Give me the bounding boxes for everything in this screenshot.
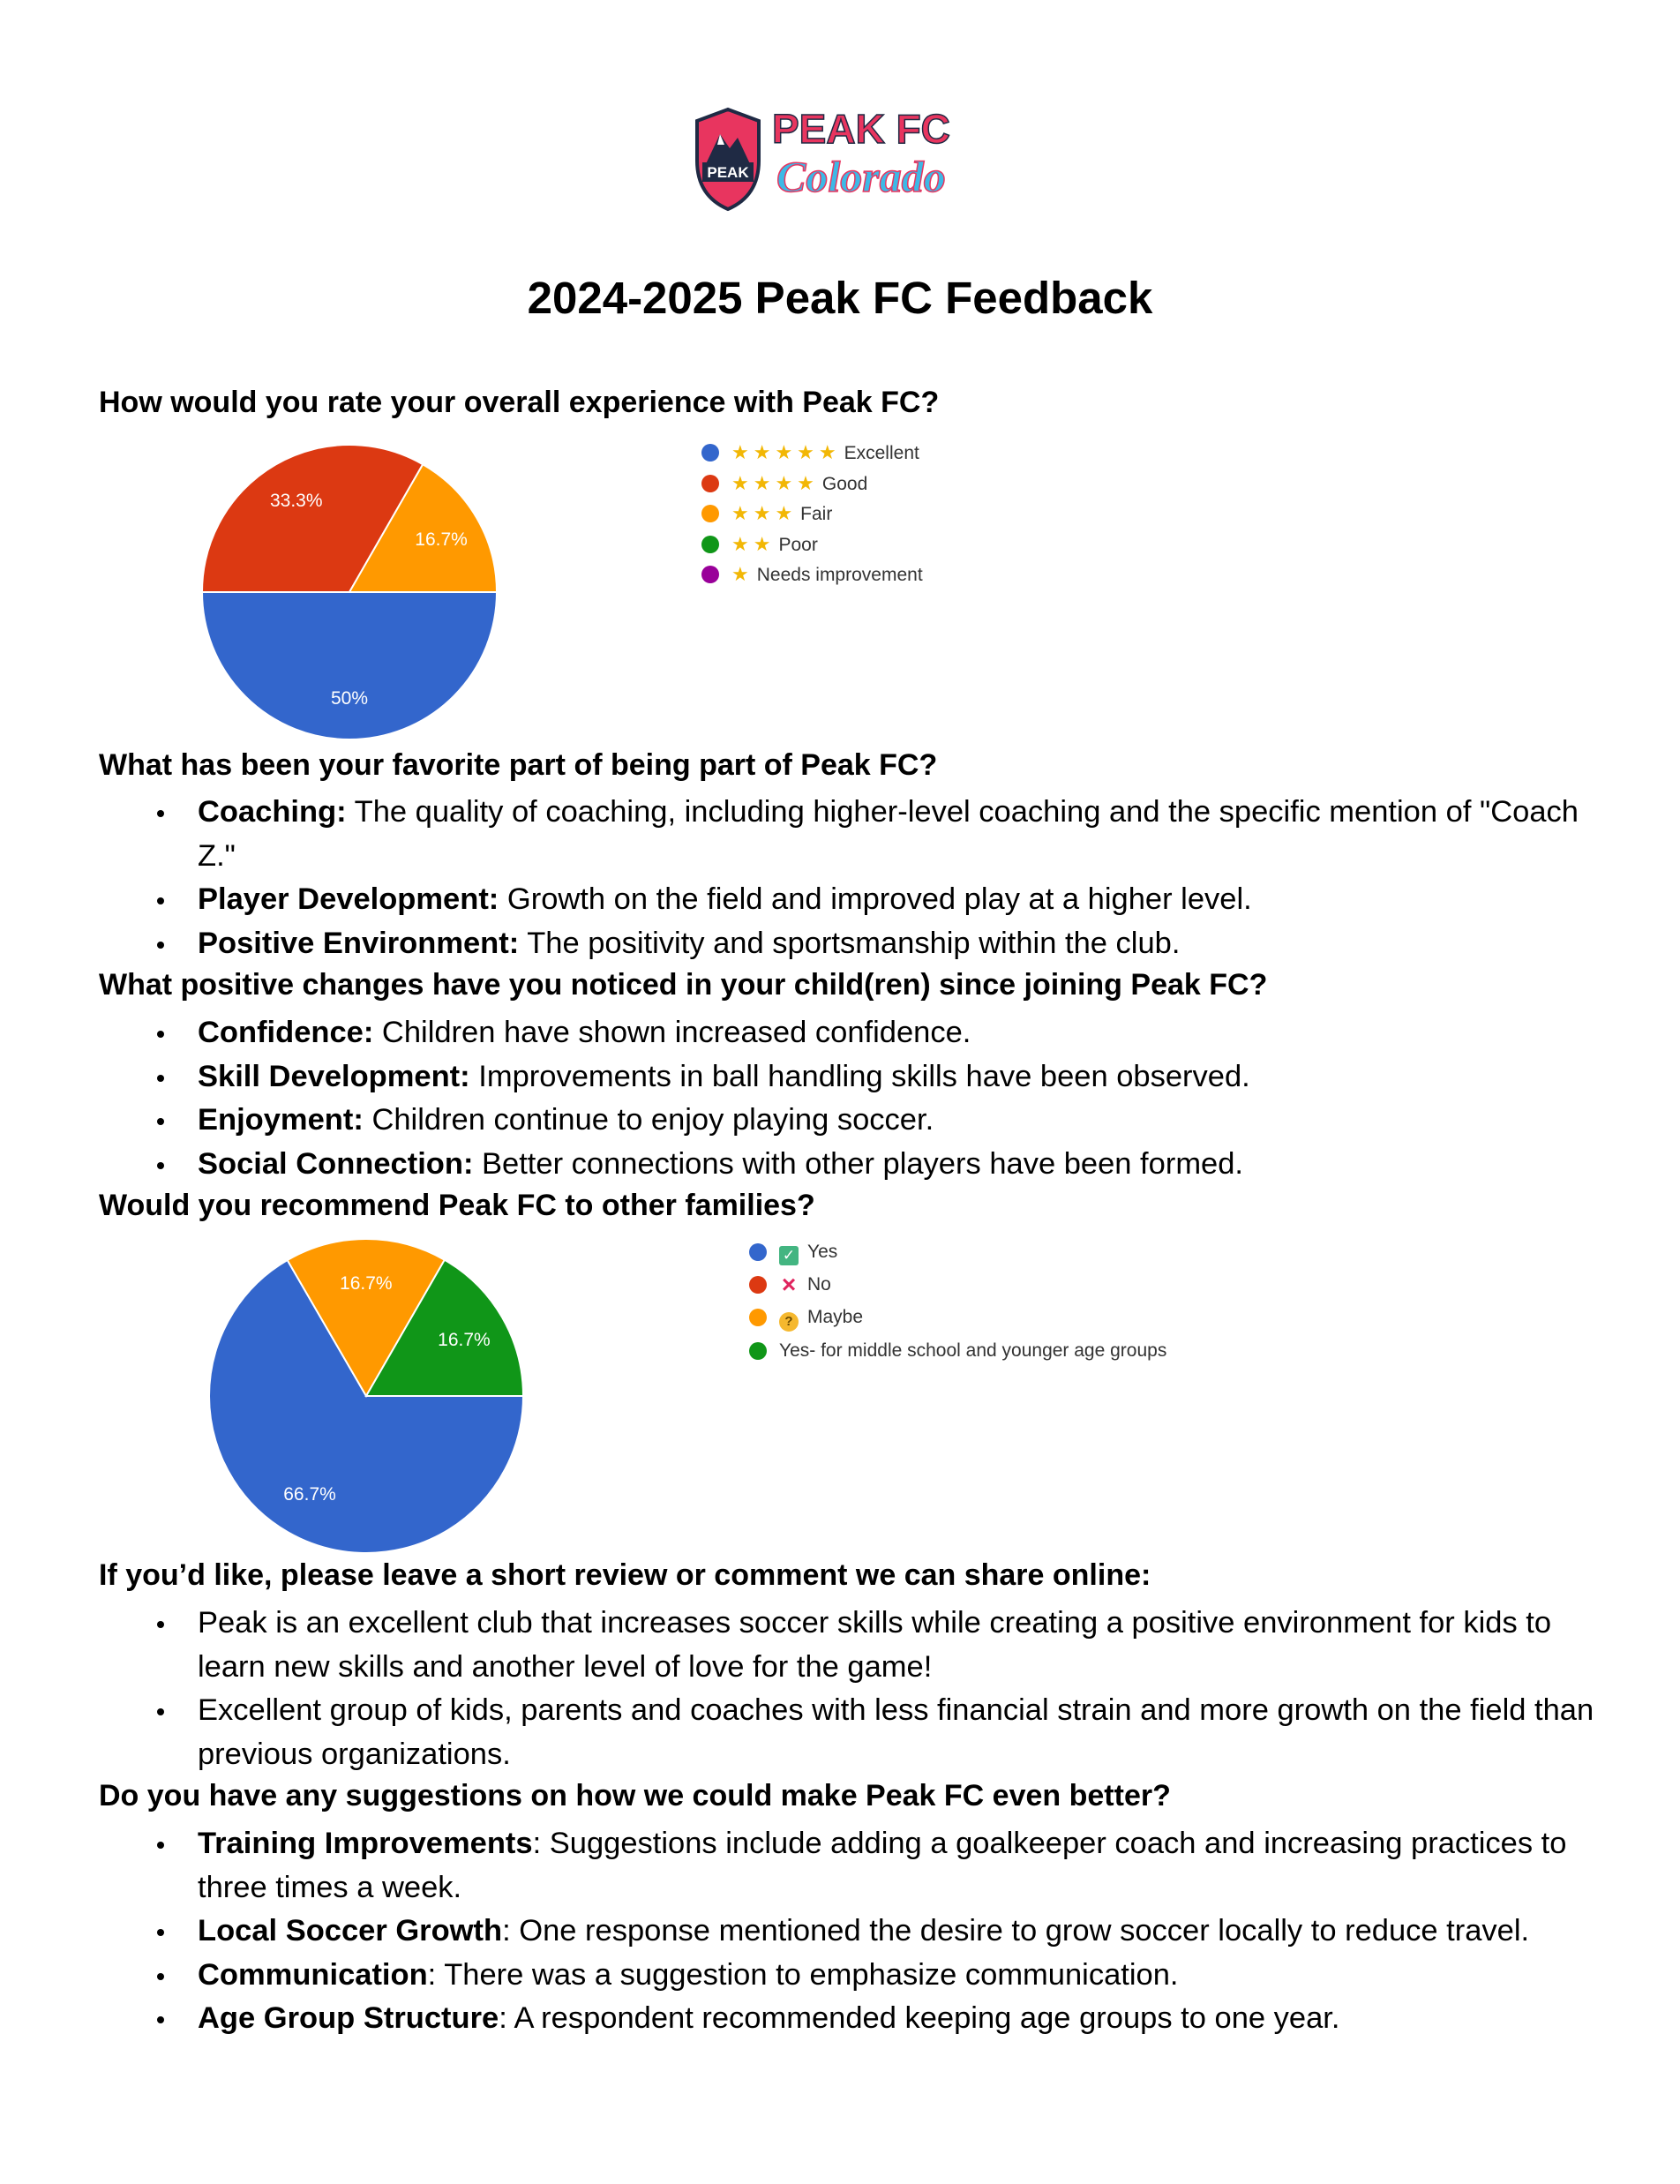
- pie-slice-label: 16.7%: [340, 1272, 393, 1294]
- legend-item-excellent: [701, 441, 923, 472]
- item-label: Positive Environment:: [198, 926, 520, 960]
- list-item: [99, 1997, 1599, 2041]
- legend-item-good: [701, 472, 923, 503]
- logo-script-text: Colorado: [776, 152, 946, 201]
- item-label: Local Soccer Growth: [198, 1914, 503, 1948]
- item-label: Player Development:: [198, 882, 499, 916]
- list-item: [99, 1143, 1599, 1187]
- recommend-legend: [749, 1239, 1173, 1370]
- list-item: [99, 1602, 1599, 1689]
- legend-label: Maybe: [807, 1307, 864, 1327]
- list-item: [99, 791, 1599, 878]
- suggestions-list: [99, 1822, 1599, 2041]
- list-item: [99, 1954, 1599, 1998]
- favorite-part-list: [99, 791, 1599, 965]
- maybe-face-icon: ?: [779, 1312, 799, 1332]
- experience-legend: [701, 441, 923, 594]
- legend-label: Yes: [807, 1242, 838, 1262]
- item-text: Growth on the field and improved play at a higher level.: [499, 882, 1252, 916]
- legend-item-no: [749, 1272, 1173, 1298]
- item-text: : One response mentioned the desire to grow soccer locally to reduce travel.: [502, 1914, 1530, 1948]
- legend-label: Excellent: [844, 443, 919, 463]
- item-text: Improvements in ball handling skills have been observed.: [469, 1059, 1250, 1093]
- legend-label: No: [807, 1274, 831, 1295]
- legend-swatch: [701, 475, 719, 492]
- legend-item-needs-improvement: [701, 563, 923, 594]
- review-list: [99, 1602, 1599, 1776]
- list-item: [99, 1011, 1599, 1055]
- item-text: : A respondent recommended keeping age groups to one year.: [499, 2001, 1340, 2035]
- list-item: [99, 1822, 1599, 1910]
- legend-item-fair: [701, 502, 923, 533]
- list-item: [99, 1689, 1599, 1776]
- item-text: : Suggestions include adding a goalkeeper coach and increasing practices to three times a week.: [198, 1827, 1567, 1904]
- recommend-pie-chart: [208, 1238, 524, 1554]
- legend-label: Yes- for middle school and younger age groups: [779, 1340, 1167, 1361]
- pie-slice-excellent: [202, 592, 497, 739]
- pie-slice-label: 16.7%: [438, 1329, 491, 1350]
- legend-swatch: [701, 444, 719, 462]
- legend-label: Needs improvement: [756, 565, 923, 585]
- list-item: [99, 1055, 1599, 1100]
- item-label: Communication: [198, 1957, 428, 1992]
- question-suggestions: Do you have any suggestions on how we could make Peak FC even better?: [99, 1779, 1171, 1812]
- item-label: Age Group Structure: [198, 2001, 499, 2035]
- legend-item-maybe: [749, 1304, 1173, 1332]
- list-item: [99, 1910, 1599, 1954]
- list-item: [99, 878, 1599, 922]
- experience-pie-chart: [201, 444, 498, 740]
- item-label: Training Improvements: [198, 1827, 533, 1860]
- item-text: Children continue to enjoy playing soccer.: [363, 1103, 934, 1137]
- positive-changes-list: [99, 1011, 1599, 1186]
- question-favorite-part: What has been your favorite part of being part of Peak FC?: [99, 748, 938, 782]
- item-text: The quality of coaching, including higher-level coaching and the specific mention of "Coach Z.": [198, 795, 1579, 873]
- three-star-icon: ★★★: [731, 502, 798, 524]
- check-icon: ✓: [779, 1246, 799, 1265]
- item-text: The positivity and sportsmanship within the club.: [519, 926, 1181, 960]
- pie-slice-label: 16.7%: [415, 529, 468, 550]
- one-star-icon: ★: [731, 563, 754, 585]
- legend-swatch: [749, 1309, 767, 1326]
- item-text: Children have shown increased confidence.: [373, 1016, 971, 1049]
- pie-slice-label: 66.7%: [283, 1484, 336, 1505]
- legend-swatch: [701, 566, 719, 583]
- item-label: Confidence:: [198, 1016, 374, 1049]
- question-recommend: Would you recommend Peak FC to other families?: [99, 1189, 815, 1222]
- item-label: Coaching:: [198, 795, 347, 829]
- legend-item-poor: [701, 533, 923, 564]
- item-label: Social Connection:: [198, 1146, 474, 1181]
- question-positive-changes: What positive changes have you noticed in your child(ren) since joining Peak FC?: [99, 968, 1268, 1002]
- logo-badge-text: PEAK: [707, 164, 749, 181]
- item-text: : There was a suggestion to emphasize communication.: [427, 1957, 1179, 1992]
- list-item: [99, 1099, 1599, 1143]
- legend-swatch: [701, 536, 719, 553]
- cross-icon: ×: [781, 1271, 797, 1298]
- peak-fc-logo: [688, 99, 979, 214]
- legend-swatch: [749, 1342, 767, 1360]
- legend-label: Good: [821, 473, 868, 494]
- item-label: Enjoyment:: [198, 1103, 364, 1137]
- question-short-review: If you’d like, please leave a short review or comment we can share online:: [99, 1558, 1151, 1592]
- legend-swatch: [701, 505, 719, 522]
- item-text: Peak is an excellent club that increases soccer skills while creating a positive environment for kids to learn new skills and another level of love for the game!: [198, 1606, 1552, 1684]
- list-item: [99, 922, 1599, 966]
- question-overall-experience: How would you rate your overall experience with Peak FC?: [99, 386, 940, 419]
- legend-swatch: [749, 1243, 767, 1261]
- five-star-icon: ★★★★★: [731, 441, 841, 463]
- two-star-icon: ★★: [731, 532, 776, 555]
- legend-item-yes: [749, 1239, 1173, 1265]
- legend-label: Poor: [778, 534, 818, 555]
- pie-slice-label: 33.3%: [269, 490, 323, 511]
- legend-item-yes-middle-school: [749, 1338, 1173, 1364]
- legend-swatch: [749, 1276, 767, 1294]
- legend-label: Fair: [800, 504, 833, 524]
- pie-slice-label: 50%: [330, 688, 369, 709]
- item-text: Better connections with other players have been formed.: [473, 1146, 1244, 1181]
- logo-title-text: PEAK FC: [772, 106, 950, 152]
- item-label: Skill Development:: [198, 1059, 470, 1093]
- document-title: 2024-2025 Peak FC Feedback: [527, 273, 1153, 323]
- four-star-icon: ★★★★: [731, 471, 819, 494]
- item-text: Excellent group of kids, parents and coaches with less financial strain and more growth on the field than previous organizations.: [198, 1693, 1594, 1771]
